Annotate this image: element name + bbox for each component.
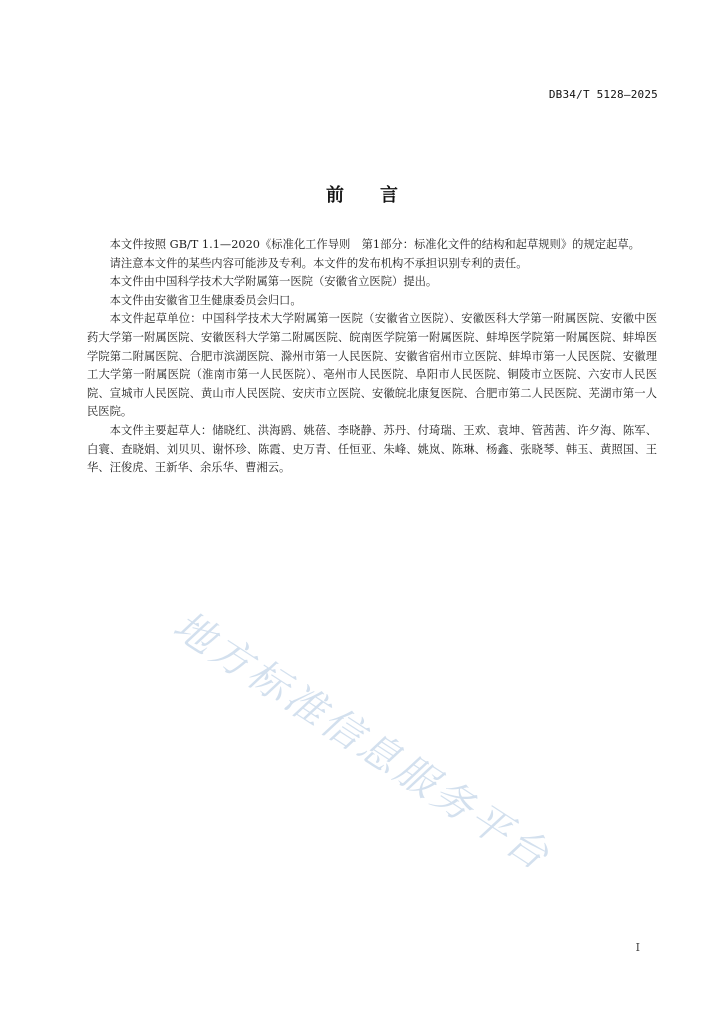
page-title: 前言 [326,185,434,206]
paragraph-main-drafters: 本文件主要起草人：储晓红、洪海鸥、姚蓓、李晓静、苏丹、付琦瑞、王欢、袁坤、管茜茜、许夕海、陈军、白寰、查晓娟、刘贝贝、谢怀珍、陈霞、史万青、任恒亚、朱峰、姚岚、陈琳、杨鑫、张晓琴、韩玉、黄照国、王华、汪俊虎、王新华、余乐华、曹湘云。 [87,423,657,475]
page-number: I [635,941,640,954]
paragraph-drafting-units: 本文件起草单位：中国科学技术大学附属第一医院（安徽省立医院）、安徽医科大学第一附属医院、安徽中医药大学第一附属医院、安徽医科大学第二附属医院、皖南医学院第一附属医院、蚌埠医学院第一附属医院、蚌埠医学院第二附属医院、合肥市滨湖医院、滁州市第一人民医院、安徽省宿州市立医院、蚌埠市第一人民医院、安徽理工大学第一附属医院（淮南市第一人民医院）、亳州市人民医院、阜阳市人民医院、铜陵市立医院、六安市人民医院、宣城市人民医院、黄山市人民医院、安庆市立医院、安徽皖北康复医院、合肥市第二人民医院、芜湖市第一人民医院。 [87,312,657,419]
paragraph-drafting-basis: 本文件按照 GB/T 1.1—2020《标准化工作导则 第1部分：标准化文件的结构和起草规则》的规定起草。 [109,238,640,251]
watermark: 地方标准信息服务平台 [165,602,560,881]
paragraph-proposer: 本文件由中国科学技术大学附属第一医院（安徽省立医院）提出。 [109,275,438,289]
document-body [87,236,657,478]
paragraph-centralized-management: 本文件由安徽省卫生健康委员会归口。 [109,293,302,307]
paragraph-patent-notice: 请注意本文件的某些内容可能涉及专利。本文件的发布机构不承担识别专利的责任。 [109,256,528,270]
document-code: DB34/T 5128—2025 [548,88,658,101]
